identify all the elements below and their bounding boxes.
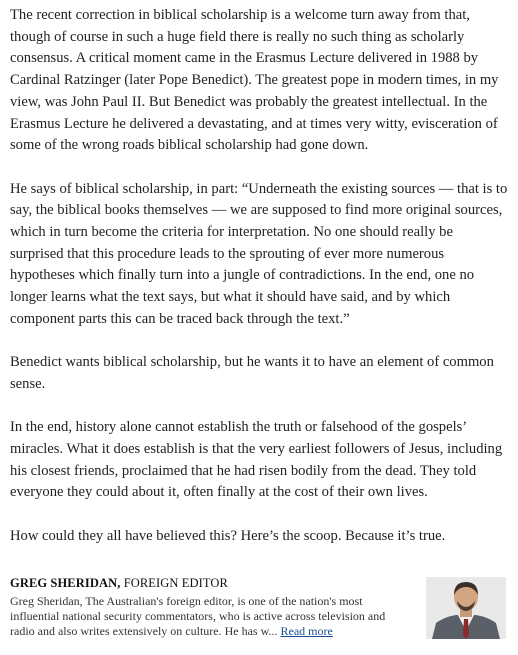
author-bio-box — [10, 575, 508, 645]
author-description — [10, 594, 410, 639]
read-more-link[interactable]: Read more — [280, 624, 333, 638]
article-paragraph: How could they all have believed this? Here’s the scoop. Because it’s true. — [10, 527, 446, 544]
article-paragraph: The recent correction in biblical scholarship is a welcome turn away from that, though of course in such a huge field there is really no such thing as scholarly consensus. A critical moment came in the Erasmus Lecture delivered in 1988 by Cardinal Ratzinger (later Pope Benedict). The greatest pope in modern times, in my view, was John Paul II. But Benedict was probably the greatest intellectual. In the Erasmus Lecture he delivered a devastating, and at times very witty, evisceration of some of the wrong roads biblical scholarship had gone down. — [10, 7, 499, 154]
author-bio-text: Greg Sheridan, The Australian's foreign editor, is one of the nation's most influential national security commentators, who is active across television and radio and also writes extensively on culture. He has w... — [10, 594, 386, 638]
article-paragraph: He says of biblical scholarship, in part: “Underneath the existing sources — that is to say, the biblical books themselves — we are supposed to find more original sources, which in turn become the criteria for interpretation. No one should really be surprised that this procedure leads to the sprouting of ever more numerous hypotheses which finally turn into a jungle of contradictions. In the end, one no longer learns what the text says, but what it should have said, and by which component parts this can be traced back through the text.” — [10, 180, 508, 327]
article-paragraph: Benedict wants biblical scholarship, but he wants it to have an element of common sense. — [10, 354, 494, 392]
article-body — [10, 5, 508, 569]
author-role: FOREIGN EDITOR — [123, 576, 228, 590]
author-photo — [426, 577, 506, 639]
article-paragraph: In the end, history alone cannot establish the truth or falsehood of the gospels’ miracles. What it does establish is that the very earliest followers of Jesus, including his closest friends, proclaimed that he had risen bodily from the dead. They told everyone they could about it, often finally at the cost of their own lives. — [10, 419, 503, 501]
author-name: GREG SHERIDAN, — [10, 576, 121, 590]
author-headshot-icon — [426, 577, 506, 639]
